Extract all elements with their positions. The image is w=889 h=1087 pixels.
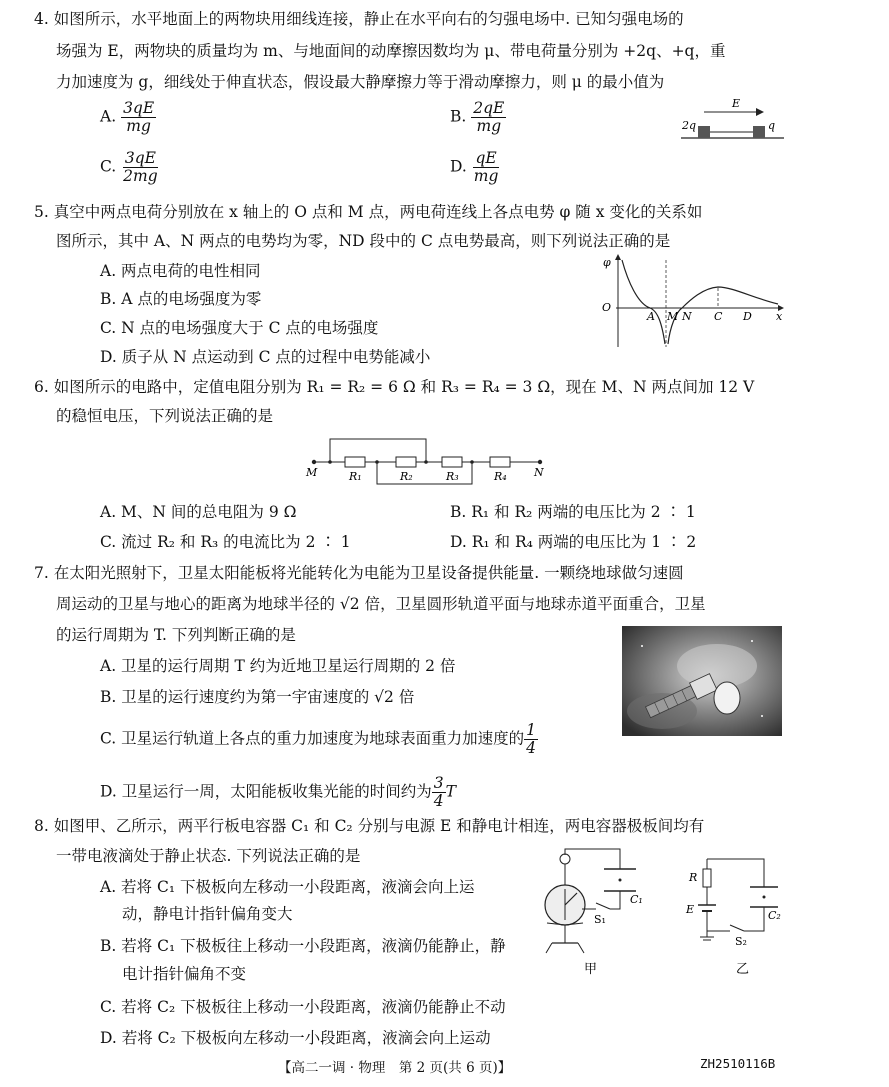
q4-option-b-fraction: $\frac{2qE}{mg}$ <box>473 99 505 135</box>
q8-label-yi: 乙 <box>736 962 750 977</box>
q8-switch-s1 <box>596 903 610 909</box>
q6-label-r3: R₃ <box>446 470 459 483</box>
q7-option-c-fraction: $\frac{1}{4}$ <box>526 721 537 757</box>
q7-option-c: C. 卫星运行轨道上各点的重力加速度为地球表面重力加速度的 $\frac{1}{4}$ <box>100 721 537 757</box>
q5-option-c: C. N 点的电场强度大于 C 点的电场强度 <box>100 319 379 337</box>
q8-option-b-line2: 电计指针偏角不变 <box>122 965 247 983</box>
q8-stem-line1: 8. 如图甲、乙所示，两平行板电容器 C₁ 和 C₂ 分别与电源 E 和静电计相连，两电容器极板间均有 <box>34 817 705 835</box>
q7-option-d: D. 卫星运行一周，太阳能板收集光能的时间约为 $\frac{3}{4}$ T <box>100 774 456 810</box>
q6-resistor-r1 <box>345 457 365 467</box>
q7-satellite-photo <box>622 626 782 736</box>
q4-stem-line1: 4. 如图所示，水平地面上的两物块用细线连接，静止在水平向右的匀强电场中. 已知匀强电场的 <box>34 10 684 28</box>
q8-label-c2: C₂ <box>768 909 781 922</box>
q8-label-s1: S₁ <box>594 913 606 926</box>
q8-label-e: E <box>686 903 695 916</box>
q8-option-a-line1: A. 若将 C₁ 下极板向左移动一小段距离，液滴会向上运 <box>100 878 475 896</box>
q4-right-charge: q <box>768 119 776 132</box>
q6-label-r4: R₄ <box>494 470 507 483</box>
q7-option-a: A. 卫星的运行周期 T 约为近地卫星运行周期的 2 倍 <box>100 657 456 675</box>
q7-stem-line1: 7. 在太阳光照射下，卫星太阳能板将光能转化为电能为卫星设备提供能量. 一颗绕地球做匀速圆 <box>34 564 684 582</box>
q4-option-c-fraction: $\frac{3qE}{2mg}$ <box>123 149 158 185</box>
q4-stem-line3: 力加速度为 g，细线处于伸直状态，假设最大静摩擦力等于滑动摩擦力，则 μ 的最小值为 <box>56 73 665 91</box>
q7-stem-line2: 周运动的卫星与地心的距离为地球半径的 √2 倍，卫星圆形轨道平面与地球赤道平面重合，卫星 <box>56 595 706 613</box>
q8-option-d: D. 若将 C₂ 下极板向左移动一小段距离，液滴会向上运动 <box>100 1029 491 1047</box>
q5-option-d: D. 质子从 N 点运动到 C 点的过程中电势能减小 <box>100 348 431 366</box>
q8-resistor-r <box>703 869 711 887</box>
q8-label-r: R <box>689 871 698 884</box>
q5-stem-line2: 图所示，其中 A、N 两点的电势均为零，ND 段中的 C 点电势最高，则下列说法正确的是 <box>56 232 671 250</box>
q5-point-d: D <box>743 310 752 323</box>
q4-option-c: C. $\frac{3qE}{2mg}$ <box>100 149 158 185</box>
q8-label-s2: S₂ <box>735 935 747 948</box>
q8-option-c: C. 若将 C₂ 下极板往上移动一小段距离，液滴仍能静止不动 <box>100 998 506 1016</box>
page-footer-title: 【高二一调 · 物理 第 2 页(共 6 页)】 <box>278 1060 512 1076</box>
q6-option-c: C. 流过 R₂ 和 R₃ 的电流比为 2 ∶ 1 <box>100 533 351 551</box>
q4-option-a: A. $\frac{3qE}{mg}$ <box>100 99 155 135</box>
q8-option-a-line2: 动，静电计指针偏角变大 <box>122 905 293 923</box>
q6-resistor-r2 <box>396 457 416 467</box>
q8-option-b-line1: B. 若将 C₁ 下极板往上移动一小段距离，液滴仍能静止，静 <box>100 937 506 955</box>
q7-stem-line3: 的运行周期为 T. 下列判断正确的是 <box>56 626 296 644</box>
q5-point-m: M <box>667 310 679 323</box>
q6-label-r2: R₂ <box>400 470 413 483</box>
q5-curve-left <box>622 260 665 344</box>
q4-option-d-fraction: $\frac{qE}{mg}$ <box>473 149 499 185</box>
q6-label-r1: R₁ <box>349 470 362 483</box>
q6-circuit-diagram <box>300 432 560 494</box>
q5-point-n: N <box>682 310 692 323</box>
q5-option-a: A. 两点电荷的电性相同 <box>100 262 261 280</box>
q5-potential-graph <box>598 252 790 352</box>
q6-node-n: N <box>534 466 544 479</box>
q4-stem-line2: 场强为 E，两物块的质量均为 m、与地面间的动摩擦因数均为 μ、带电荷量分别为 +2q、+q，重 <box>56 42 726 60</box>
q6-resistor-r4 <box>490 457 510 467</box>
q8-label-jia: 甲 <box>584 962 598 977</box>
q6-option-d: D. R₁ 和 R₄ 两端的电压比为 1 ∶ 2 <box>450 533 697 551</box>
q4-left-charge: 2q <box>682 119 697 132</box>
q8-label-c1: C₁ <box>630 893 643 906</box>
q8-circuit-figures <box>532 845 782 977</box>
q5-point-c: C <box>714 310 723 323</box>
q5-origin-label: O <box>602 301 612 314</box>
q4-block-right <box>753 126 765 138</box>
q4-option-a-fraction: $\frac{3qE}{mg}$ <box>123 99 155 135</box>
q4-blocks-figure <box>676 96 791 146</box>
q7-option-b: B. 卫星的运行速度约为第一宇宙速度的 √2 倍 <box>100 688 415 706</box>
q6-stem-line1: 6. 如图所示的电路中，定值电阻分别为 R₁ = R₂ = 6 Ω 和 R₃ = R₄ = 3 Ω，现在 M、N 两点间加 12 V <box>34 378 755 396</box>
q6-node-m: M <box>306 466 318 479</box>
q6-resistor-r3 <box>442 457 462 467</box>
q8-stem-line2: 一带电液滴处于静止状态. 下列说法正确的是 <box>56 847 361 865</box>
q6-stem-line2: 的稳恒电压，下列说法正确的是 <box>56 407 274 425</box>
q6-option-b: B. R₁ 和 R₂ 两端的电压比为 2 ∶ 1 <box>450 503 696 521</box>
page-footer-code: ZH2510116B <box>700 1056 776 1071</box>
q7-option-d-fraction: $\frac{3}{4}$ <box>433 774 444 810</box>
q4-option-d: D. $\frac{qE}{mg}$ <box>450 149 499 185</box>
q4-field-label: E <box>732 97 741 110</box>
q5-stem-line1: 5. 真空中两点电荷分别放在 x 轴上的 O 点和 M 点，两电荷连线上各点电势 φ 随 x 变化的关系如 <box>34 203 703 221</box>
q5-option-b: B. A 点的电场强度为零 <box>100 290 262 308</box>
q4-block-left <box>698 126 710 138</box>
q4-option-b: B. $\frac{2qE}{mg}$ <box>450 99 505 135</box>
q5-x-label: x <box>776 310 783 323</box>
q8-switch-s2 <box>730 925 744 931</box>
q5-phi-label: φ <box>603 256 611 269</box>
q6-option-a: A. M、N 间的总电阻为 9 Ω <box>100 503 297 521</box>
q5-point-a: A <box>647 310 655 323</box>
